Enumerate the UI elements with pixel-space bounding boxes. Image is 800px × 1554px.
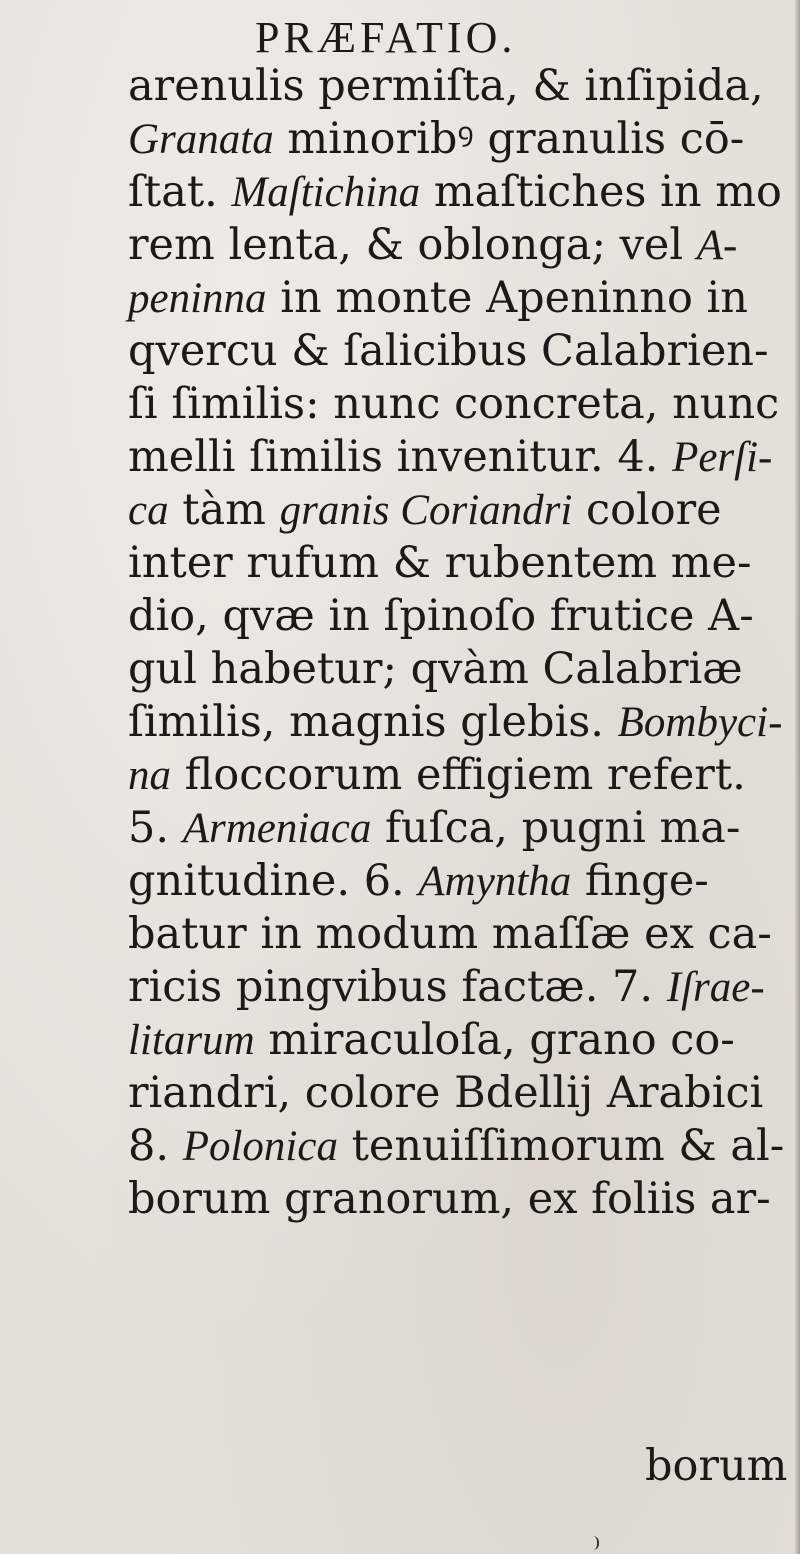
italic-term: granis Coriandri: [279, 487, 573, 534]
italic-term: litarum: [128, 1017, 255, 1064]
text-run: riandri, colore Bdellij Arabici: [128, 1068, 764, 1118]
text-line: [128, 696, 788, 749]
italic-term: Armeniaca: [182, 805, 372, 852]
text-line: [128, 1173, 788, 1226]
text-run: ſimilis, magnis glebis.: [128, 697, 618, 747]
text-line: [128, 1067, 788, 1120]
text-run: ricis pingvibus factæ. 7.: [128, 962, 667, 1012]
text-line: [128, 219, 788, 272]
text-run: in monte Apeninno in: [266, 273, 748, 323]
text-line: [128, 1014, 788, 1067]
italic-term: Granata: [128, 116, 274, 163]
text-run: floccorum effigiem refert.: [171, 750, 746, 800]
italic-term: Amyntha: [418, 858, 572, 905]
text-run: batur in modum maſſæ ex ca-: [128, 909, 772, 959]
body-text: [128, 60, 788, 1226]
text-run: minoribꝰ granulis cō-: [273, 114, 745, 164]
text-line: [128, 484, 788, 537]
text-run: maſtiches in mo: [420, 167, 782, 217]
text-run: gnitudine. 6.: [128, 856, 419, 906]
text-run: gul habetur; qvàm Calabriæ: [128, 644, 743, 694]
text-line: [128, 378, 788, 431]
italic-term: Iſrae-: [666, 964, 765, 1011]
text-line: [128, 1120, 788, 1173]
text-line: [128, 166, 788, 219]
text-line: [128, 749, 788, 802]
text-run: miraculoſa, grano co-: [254, 1015, 735, 1065]
text-run: ſtat.: [128, 167, 232, 217]
text-run: tàm: [168, 485, 280, 535]
page-edge-shadow: [794, 0, 800, 1554]
text-run: arenulis permiſta, & inſipida,: [128, 61, 764, 111]
italic-term: A-: [696, 222, 738, 269]
text-line: [128, 855, 788, 908]
italic-term: ca: [128, 487, 169, 534]
text-run: tenuiſſimorum & al-: [337, 1121, 785, 1171]
text-line: [128, 802, 788, 855]
running-head: PRÆFATIO.: [255, 13, 517, 62]
text-line: [128, 113, 788, 166]
text-line: [128, 643, 788, 696]
text-run: rem lenta, & oblonga; vel: [128, 220, 697, 270]
italic-term: na: [128, 752, 171, 799]
italic-term: Polonica: [182, 1123, 338, 1170]
text-run: melli ſimilis invenitur. 4.: [128, 432, 673, 482]
text-line: [128, 537, 788, 590]
italic-term: Bombyci-: [617, 699, 783, 746]
text-run: dio, qvæ in ſpinoſo frutice A-: [128, 591, 754, 641]
text-run: 5.: [128, 803, 183, 853]
text-run: qvercu & ſalicibus Calabrien-: [128, 326, 769, 376]
text-run: colore: [572, 485, 722, 535]
text-line: [128, 961, 788, 1014]
text-run: fuſca, pugni ma-: [371, 803, 741, 853]
text-line: [128, 325, 788, 378]
text-run: inter rufum & rubentem me-: [128, 538, 752, 588]
text-line: [128, 908, 788, 961]
text-run: finge-: [571, 856, 709, 906]
italic-term: Perſi-: [672, 434, 773, 481]
text-line: [128, 60, 788, 113]
text-line: [128, 272, 788, 325]
text-run: ſi ſimilis: nunc concreta, nunc: [128, 379, 780, 429]
ink-speck: [592, 1536, 599, 1550]
text-run: 8.: [128, 1121, 183, 1171]
text-run: borum granorum, ex foliis ar-: [128, 1174, 771, 1224]
italic-term: Maſtichina: [231, 169, 421, 216]
catchword: borum: [645, 1441, 788, 1491]
text-line: [128, 590, 788, 643]
italic-term: peninna: [128, 275, 267, 322]
text-line: [128, 431, 788, 484]
